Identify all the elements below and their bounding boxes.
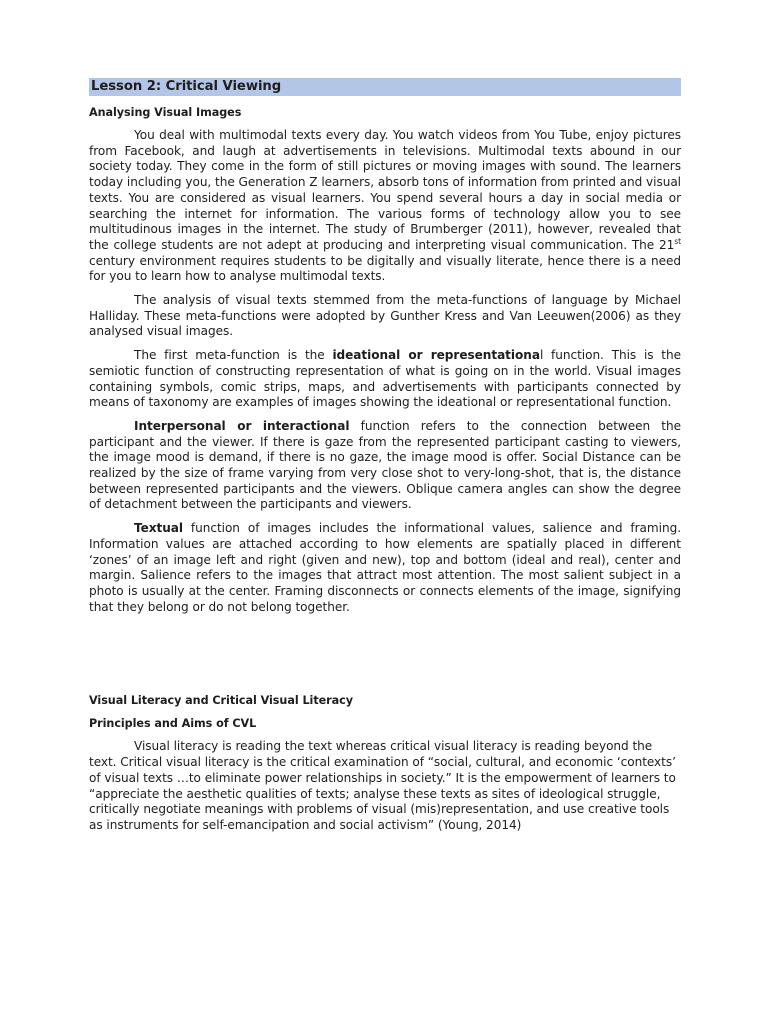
paragraph-text: The first meta-function is the <box>134 348 333 363</box>
paragraph-text: function of images includes the informational values, salience and framing. Information values are attached according to how elements are spatially placed in different ‘zones’ of an image left and right (given and new), top and bottom (ideal and real), center and margin. Salience refers to the images that attract most attention. The most salient subject in a photo is usually at the center. Framing disconnects or connects elements of the image, signifying that they belong or do not belong together. <box>89 521 681 614</box>
paragraph-text: l function. This is the semiotic function of constructing representation of what is going on in the world. Visual images containing symbols, comic strips, maps, and advertisements with participants connected by means of taxonomy are examples of images showing the ideational or representational function. <box>89 348 681 410</box>
superscript-st: st <box>674 236 681 246</box>
document-body <box>89 78 681 842</box>
paragraph-textual <box>89 521 681 615</box>
subheading-principles-cvl: Principles and Aims of CVL <box>89 717 257 731</box>
paragraph-critical-visual-literacy: Visual literacy is reading the text whereas critical visual literacy is reading beyond the text. Critical visual literacy is the critical examination of “social, cultural, and economic ‘contexts’ of visual texts …to eliminate power relationships in society.” It is the empowerment of learners to “appreciate the aesthetic qualities of texts; analyse these texts as sites of ideological struggle, critically negotiate meanings with problems of visual (mis)representation, and use creative tools as instruments for self-emancipation and social activism” (Young, 2014) <box>89 739 676 832</box>
paragraph-text: function refers to the connection between the participant and the viewer. If there is gaze from the represented participant casting to viewers, the image mood is demand, if there is no gaze, the image mood is offer. Social Distance can be realized by the size of frame varying from very close shot to very-long-shot, that is, the distance between represented participants and the viewers. Oblique camera angles can show the degree of detachment between the participants and viewers. <box>89 418 681 512</box>
vertical-spacer <box>89 623 681 693</box>
paragraph-meta-functions: The analysis of visual texts stemmed from the meta-functions of language by Michael Halliday. These meta-functions were adopted by Gunther Kress and Van Leeuwen(2006) as they analysed visual images. <box>89 293 681 339</box>
paragraph-text: You deal with multimodal texts every day. You watch videos from You Tube, enjoy pictures from Facebook, and laugh at advertisements in televisions. Multimodal texts abound in our society today. They come in the form of still pictures or moving images with sound. The learners today including you, the Generation Z learners, absorb tons of information from printed and visual texts. You are considered as visual learners. You spend several hours a day in social media or searching the internet for information. The various forms of technology allow you to see multitudinous images in the internet. The study of Brumberger (2011), however, revealed that the college students are not adept at producing and interpreting visual communication. The 21 <box>89 128 681 252</box>
lesson-title: Lesson 2: Critical Viewing <box>89 78 681 96</box>
section-heading-visual-literacy: Visual Literacy and Critical Visual Literacy <box>89 694 353 708</box>
section-heading-analysing: Analysing Visual Images <box>89 106 242 119</box>
bold-term-textual: Textual <box>134 521 183 536</box>
paragraph-multimodal-texts <box>89 128 681 285</box>
paragraph-interpersonal <box>89 419 681 513</box>
bold-term-interpersonal: Interpersonal or interactional <box>134 418 350 433</box>
bold-term-ideational: ideational or representationa <box>332 348 540 363</box>
paragraph-ideational <box>89 348 681 411</box>
paragraph-text: century environment requires students to be digitally and visually literate, hence there is a need for you to learn how to analyse multimodal texts. <box>89 253 681 284</box>
